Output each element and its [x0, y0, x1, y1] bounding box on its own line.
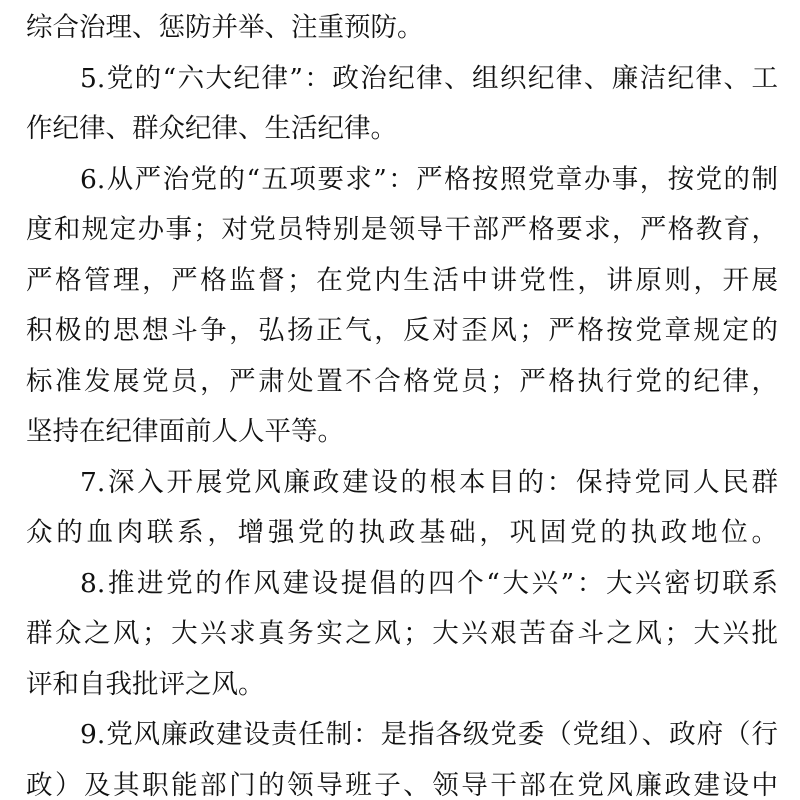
paragraph-5-line-1: 5.党的“六大纪律”：政治纪律、组织纪律、廉洁纪律、工 [80, 62, 778, 94]
paragraph-6-line-5: 标准发展党员，严肃处置不合格党员；严格执行党的纪律， [26, 365, 778, 397]
paragraph-8-line-2: 群众之风；大兴求真务实之风；大兴艰苦奋斗之风；大兴批 [26, 618, 778, 649]
paragraph-9-line-2: 政）及其职能部门的领导班子、领导干部在党风廉政建设中 [26, 769, 778, 800]
paragraph-6-line-4: 积极的思想斗争，弘扬正气，反对歪风；严格按党章规定的 [26, 315, 778, 346]
paragraph-7-line-1: 7.深入开展党风廉政建设的根本目的：保持党同人民群 [80, 466, 778, 498]
paragraph-8-line-3: 评和自我批评之风。 [26, 668, 265, 700]
paragraph-5-line-2: 作纪律、群众纪律、生活纪律。 [26, 113, 397, 144]
paragraph-6-line-2: 度和规定办事；对党员特别是领导干部严格要求，严格教育， [26, 214, 778, 245]
paragraph-6-line-3: 严格管理，严格监督；在党内生活中讲党性，讲原则，开展 [26, 264, 778, 296]
document-body [26, 3, 778, 800]
paragraph-6-line-6: 坚持在纪律面前人人平等。 [26, 416, 344, 447]
paragraph-9-line-1: 9.党风廉政建设责任制：是指各级党委（党组）、政府（行 [80, 719, 778, 750]
paragraph-8-line-1: 8.推进党的作风建设提倡的四个“大兴”：大兴密切联系 [80, 567, 778, 599]
paragraph-6-line-1: 6.从严治党的“五项要求”：严格按照党章办事，按党的制 [80, 163, 778, 195]
paragraph-7-line-2: 众的血肉联系，增强党的执政基础，巩固党的执政地位。 [26, 517, 778, 548]
text-line: 综合治理、惩防并举、注重预防。 [26, 12, 424, 43]
